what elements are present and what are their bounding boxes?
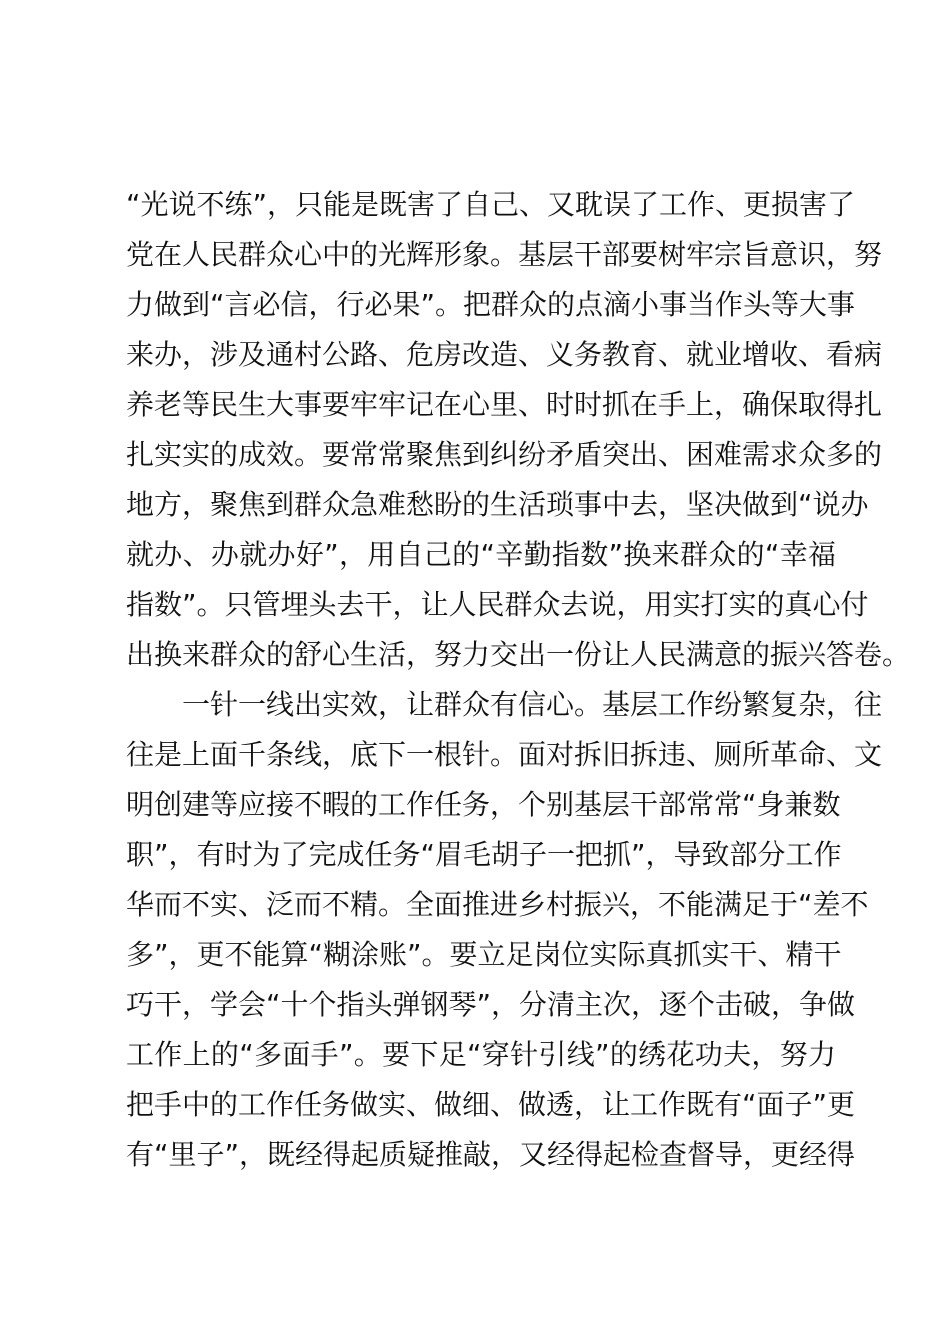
paragraph-2 xyxy=(126,680,883,1180)
text-line: 党在人民群众心中的光辉形象。基层干部要树牢宗旨意识，努 xyxy=(126,238,883,271)
text-line: 往是上面千条线，底下一根针。面对拆旧拆违、厕所革命、文 xyxy=(126,738,883,771)
text-line: 出换来群众的舒心生活，努力交出一份让人民满意的振兴答卷。 xyxy=(126,638,911,671)
text-line: 工作上的“多面手”。要下足“穿针引线”的绣花功夫，努力 xyxy=(126,1038,836,1071)
body-text xyxy=(126,180,911,1180)
text-line: 指数”。只管埋头去干，让人民群众去说，用实打实的真心付 xyxy=(126,588,869,621)
text-line: 就办、办就办好”，用自己的“辛勤指数”换来群众的“幸福 xyxy=(126,538,836,571)
text-line: 把手中的工作任务做实、做细、做透，让工作既有“面子”更 xyxy=(126,1088,856,1121)
text-line: “光说不练”，只能是既害了自己、又耽误了工作、更损害了 xyxy=(126,188,856,221)
text-line: 养老等民生大事要牢牢记在心里、时时抓在手上，确保取得扎 xyxy=(126,388,883,421)
text-line: 巧干，学会“十个指头弹钢琴”，分清主次，逐个击破，争做 xyxy=(126,988,856,1021)
text-line: 一针一线出实效，让群众有信心。基层工作纷繁复杂，往 xyxy=(126,688,883,721)
text-line: 有“里子”，既经得起质疑推敲，又经得起检查督导，更经得 xyxy=(126,1138,856,1171)
text-line: 力做到“言必信，行必果”。把群众的点滴小事当作头等大事 xyxy=(126,288,856,321)
text-line: 来办，涉及通村公路、危房改造、义务教育、就业增收、看病 xyxy=(126,338,883,371)
text-line: 华而不实、泛而不精。全面推进乡村振兴，不能满足于“差不 xyxy=(126,888,869,921)
text-line: 职”，有时为了完成任务“眉毛胡子一把抓”，导致部分工作 xyxy=(126,838,842,871)
paragraph-1 xyxy=(126,180,911,680)
text-line: 扎实实的成效。要常常聚焦到纠纷矛盾突出、困难需求众多的 xyxy=(126,438,883,471)
text-line: 多”，更不能算“糊涂账”。要立足岗位实际真抓实干、精干 xyxy=(126,938,842,971)
text-line: 明创建等应接不暇的工作任务，个别基层干部常常“身兼数 xyxy=(126,788,841,821)
text-line: 地方，聚焦到群众急难愁盼的生活琐事中去，坚决做到“说办 xyxy=(126,488,869,521)
